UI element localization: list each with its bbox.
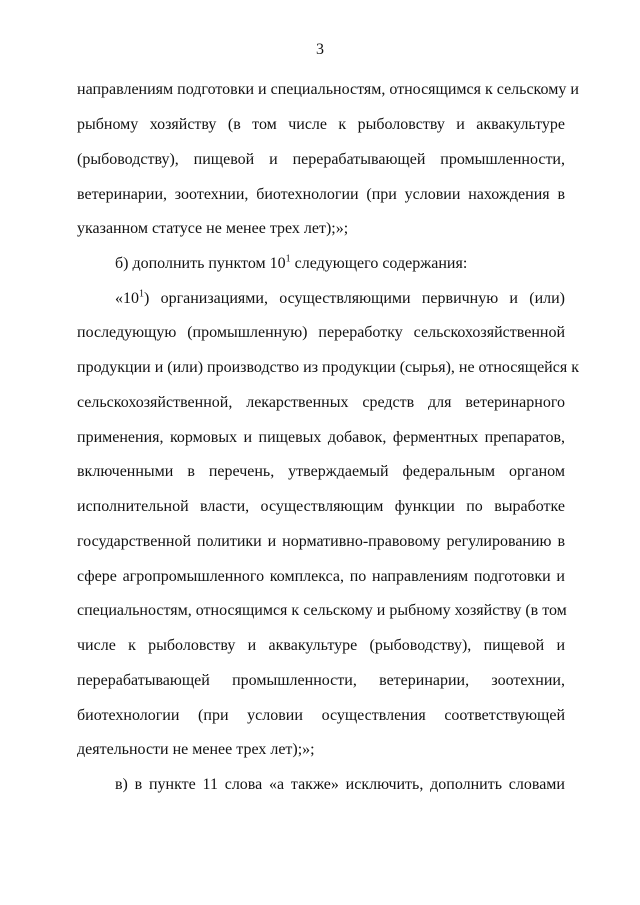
text-line: сфере агропромышленного комплекса, по направлениям подготовки и	[77, 568, 565, 585]
quote-number: 10	[123, 290, 139, 307]
text-line: исполнительной власти, осуществляющим функции по выработке	[77, 498, 565, 515]
text-line: указанном статусе не менее трех лет);»;	[77, 220, 349, 237]
page-number: 3	[316, 41, 324, 58]
point-b-suffix: следующего содержания:	[294, 255, 468, 272]
text-line: последующую (промышленную) переработку сельскохозяйственной	[77, 324, 565, 341]
point-superscript: 1	[285, 253, 291, 265]
text-line-point-b	[115, 253, 565, 275]
text-line: деятельности не менее трех лет);»;	[77, 741, 315, 758]
text-line: продукции и (или) производство из продукции (сырья), не относящейся к	[77, 359, 579, 376]
text-line: рыбному хозяйству (в том числе к рыболовству и аквакультуре	[77, 116, 565, 133]
text-line: применения, кормовых и пищевых добавок, ферментных препаратов,	[77, 429, 565, 446]
text-line: государственной политики и нормативно-правовому регулированию в	[77, 533, 565, 550]
quote-superscript: 1	[139, 288, 144, 300]
text-line: в) в пункте 11 слова «а также» исключить, дополнить словами	[115, 776, 565, 793]
text-line: включенными в перечень, утверждаемый федеральным органом	[77, 463, 565, 480]
text-line: направлениям подготовки и специальностям, относящимся к сельскому и	[77, 81, 579, 98]
text-line-quote-start	[115, 288, 565, 310]
point-number: 10	[269, 255, 286, 272]
quote-open: «	[115, 290, 123, 307]
point-b-label: б) дополнить пунктом	[115, 255, 266, 272]
text-line: перерабатывающей промышленности, ветеринарии, зоотехнии,	[77, 672, 565, 689]
quote-text: ) организациями, осуществляющими первичную и (или)	[144, 290, 565, 307]
text-line: специальностям, относящимся к сельскому и рыбному хозяйству (в том	[77, 602, 567, 619]
text-line: числе к рыболовству и аквакультуре (рыбоводству), пищевой и	[77, 637, 565, 654]
text-line: ветеринарии, зоотехнии, биотехнологии (при условии нахождения в	[77, 186, 565, 203]
text-line: биотехнологии (при условии осуществления соответствующей	[77, 707, 565, 724]
text-line: (рыбоводству), пищевой и перерабатывающей промышленности,	[77, 151, 565, 168]
text-line: сельскохозяйственной, лекарственных средств для ветеринарного	[77, 394, 565, 411]
